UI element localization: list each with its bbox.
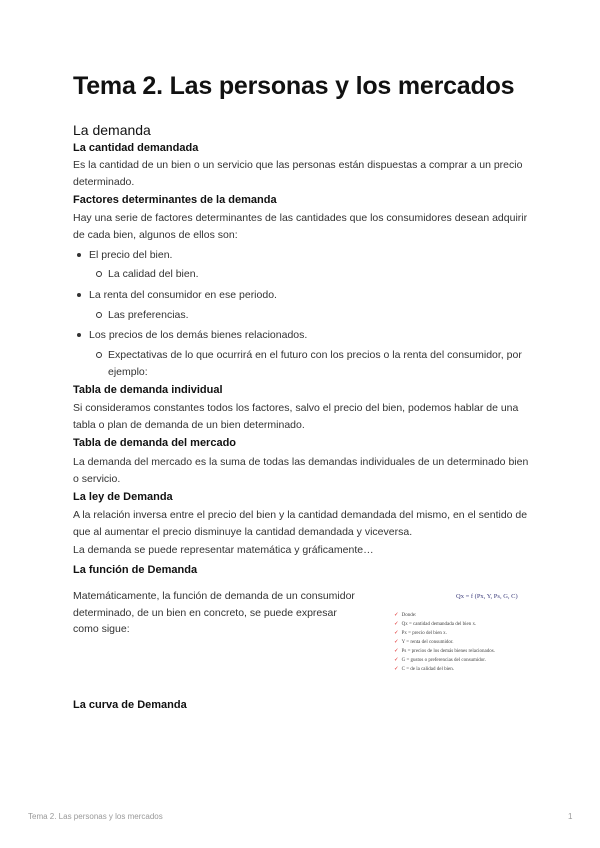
list-item-text: Expectativas de lo que ocurrirá en el futuro con los precios o la renta del consumidor, por ejemplo: <box>108 349 522 378</box>
circle-bullet-icon <box>96 271 102 277</box>
heading-curva-demanda: La curva de Demanda <box>73 699 187 711</box>
heading-tabla-individual: Tabla de demanda individual <box>73 384 223 396</box>
formula-line: ✓ G = gustos o preferencias del consumidor. <box>394 657 486 663</box>
list-item-text: El precio del bien. <box>89 249 173 261</box>
list-item-text: Los precios de los demás bienes relacionados. <box>89 329 308 341</box>
circle-bullet-icon <box>96 312 102 318</box>
formula-line: ✓ Ps = precios de los demás bienes relacionados. <box>394 648 495 654</box>
footer-title: Tema 2. Las personas y los mercados <box>28 812 163 821</box>
heading-tabla-mercado: Tabla de demanda del mercado <box>73 437 237 449</box>
paragraph-tabla-individual: Si consideramos constantes todos los factores, salvo el precio del bien, podemos hablar de una tabla o plan de demanda de un bien determinado. <box>73 402 519 431</box>
list-item <box>73 287 533 304</box>
list-item <box>94 307 534 324</box>
formula-line: ✓ Donde: <box>394 612 417 618</box>
paragraph-representacion: La demanda se puede representar matemática y gráficamente… <box>73 544 374 556</box>
bullet-icon <box>77 293 81 297</box>
paragraph-funcion-demanda: Matemáticamente, la función de demanda de un consumidor determinado, de un bien en concreto, se puede expresar como sigue: <box>73 590 355 635</box>
page-title: Tema 2. Las personas y los mercados <box>73 72 515 100</box>
formula-line: ✓ Px = precio del bien x. <box>394 630 447 636</box>
formula-line: ✓ C = de la calidad del bien. <box>394 666 454 672</box>
page-number: 1 <box>568 812 573 821</box>
list-item <box>94 266 534 283</box>
section-heading-demanda: La demanda <box>73 122 151 138</box>
bullet-icon <box>77 253 81 257</box>
list-item <box>73 247 533 264</box>
heading-ley-demanda: La ley de Demanda <box>73 491 173 503</box>
formula-figure <box>392 593 532 683</box>
list-item-text: La calidad del bien. <box>108 268 199 280</box>
check-icon: ✓ <box>394 639 399 645</box>
check-icon: ✓ <box>394 648 399 654</box>
bullet-icon <box>77 333 81 337</box>
check-icon: ✓ <box>394 630 399 636</box>
paragraph-cantidad-demandada: Es la cantidad de un bien o un servicio que las personas están dispuestas a comprar a un precio determinado. <box>73 159 523 188</box>
formula-line: ✓ Qx = cantidad demandada del bien x. <box>394 621 477 627</box>
list-item-text: Las preferencias. <box>108 309 189 321</box>
list-item <box>94 347 534 380</box>
heading-cantidad-demandada: La cantidad demandada <box>73 142 199 154</box>
check-icon: ✓ <box>394 666 399 672</box>
paragraph-ley-demanda: A la relación inversa entre el precio del bien y la cantidad demandada del mismo, en el sentido de que al aumentar el precio disminuye la cantidad demandada y viceversa. <box>73 509 528 538</box>
paragraph-factores: Hay una serie de factores determinantes de las cantidades que los consumidores desean adquirir de cada bien, algunos de ellos son: <box>73 212 528 241</box>
check-icon: ✓ <box>394 621 399 627</box>
circle-bullet-icon <box>96 352 102 358</box>
check-icon: ✓ <box>394 657 399 663</box>
formula-line: ✓ Y = renta del consumidor. <box>394 639 454 645</box>
demand-formula: Qx = f (Px, Y, Ps, G, C) <box>456 593 518 600</box>
paragraph-tabla-mercado: La demanda del mercado es la suma de todas las demandas individuales de un determinado bien o servicio. <box>73 456 529 485</box>
heading-funcion-demanda: La función de Demanda <box>73 564 198 576</box>
check-icon: ✓ <box>394 612 399 618</box>
heading-factores: Factores determinantes de la demanda <box>73 194 277 206</box>
list-item-text: La renta del consumidor en ese periodo. <box>89 289 277 301</box>
list-item <box>73 327 533 344</box>
